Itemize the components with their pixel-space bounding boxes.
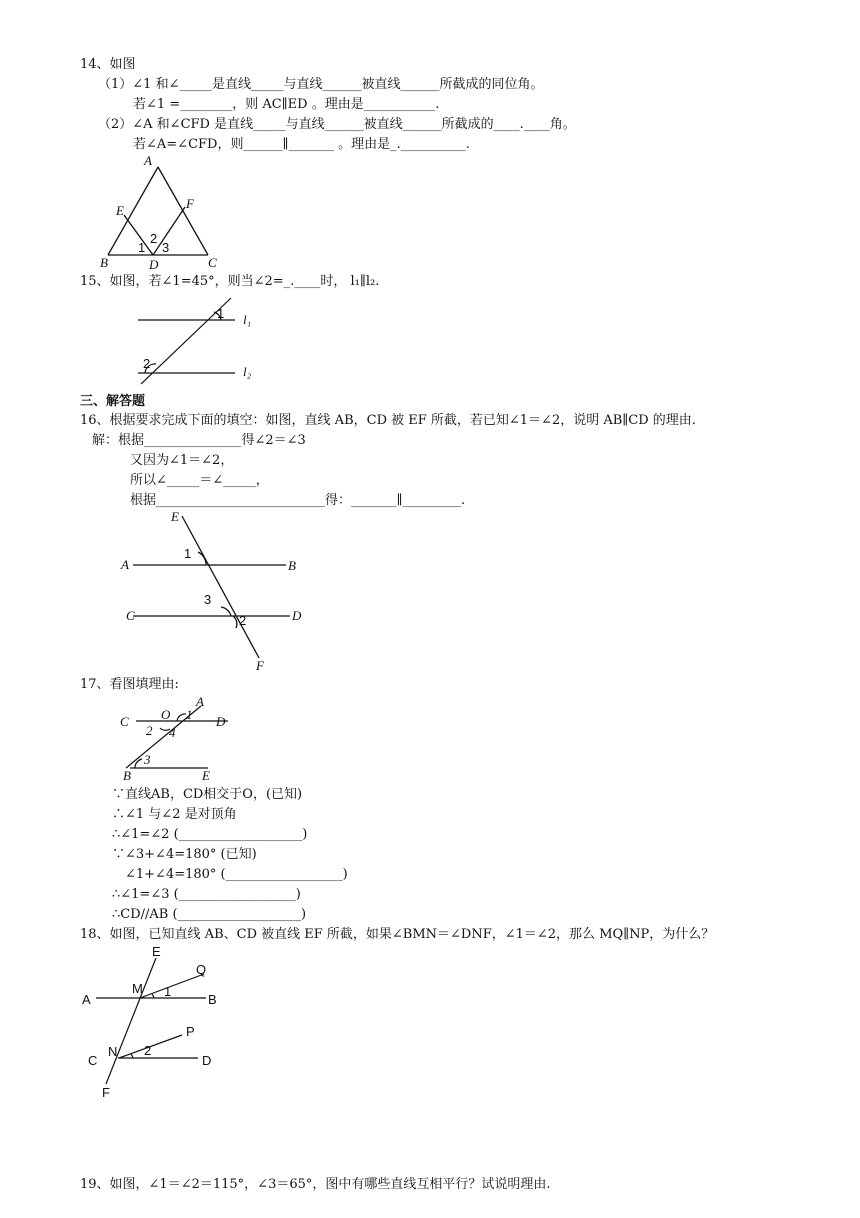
q17-label-C: C [120,714,129,729]
q14-label-B: B [100,255,108,270]
q17-angle-3: 3 [144,752,151,767]
section-heading: 三、解答题 [80,394,146,409]
q17-figure [118,692,243,782]
q18-label-A: A [82,992,91,1007]
q17-title: 17、看图填理由: [80,677,179,692]
q14-figure [100,155,220,270]
q14-part1: （1）∠1 和∠_____是直线_____与直线______被直线______所截成的同位角。 [98,77,544,92]
q18-figure [82,944,232,1104]
q15-label-l1: l₁ [243,312,252,327]
q14-label-C: C [208,255,217,270]
q18-text: 18、如图，已知直线 AB、CD 被直线 EF 所截，如果∠BMN＝∠DNF，∠1＝∠2，那么 MQ∥NP，为什么？ [80,927,715,942]
q17-label-B: B [123,768,131,783]
q14-angle-2: 2 [150,231,158,246]
q17-label-A: A [196,694,204,709]
q15-angle-2: 2 [143,356,151,371]
q18-label-P: P [186,1024,195,1039]
q14-title: 14、如图 [80,57,136,72]
q17-angle-1: 1 [186,707,193,722]
q18-label-D: D [202,1053,212,1068]
q17-step1: ∵直线AB，CD相交于O，(已知) [112,787,303,802]
q18-angle-2: 2 [144,1043,152,1058]
q17-step7: ∴CD//AB (___________________) [112,907,307,922]
q17-step6: ∴∠1=∠3 (__________________) [112,887,301,902]
q14-label-D: D [149,257,159,272]
q17-label-E: E [202,768,210,783]
q18-label-E: E [152,944,161,959]
q17-step5: ∠1+∠4=180° (__________________) [125,867,348,882]
q18-angle-1: 1 [164,984,172,999]
q17-angle-4: 4 [169,725,176,740]
q18-label-M: M [132,981,143,996]
q17-step3: ∴∠1=∠2 (___________________) [112,827,308,842]
q16-text: 16、根据要求完成下面的填空：如图，直线 AB，CD 被 EF 所截，若已知∠1＝∠2，说明 AB∥CD 的理由. [80,413,696,428]
q18-label-N: N [108,1044,118,1059]
q16-figure [118,508,318,673]
q14-label-F: F [186,196,194,211]
q14-part2: （2）∠A 和∠CFD 是直线_____与直线______被直线______所截成的____.____角。 [98,117,576,132]
q17-label-O: O [161,707,171,722]
q14-angle-1: 1 [138,240,146,255]
q16-label-B: B [288,558,296,573]
q16-angle-1: 1 [184,546,192,561]
q16-label-E: E [171,509,179,524]
q16-line3: 所以∠_____＝∠_____， [130,473,269,488]
q17-label-D: D [216,714,226,729]
q17-step4: ∵∠3+∠4=180° (已知) [112,847,257,862]
q16-label-F: F [256,658,264,673]
q17-step2: ∴∠1 与∠2 是对顶角 [112,807,237,822]
q18-label-Q: Q [196,962,207,977]
q16-line1: 解：根据_______________得∠2＝∠3 [92,433,306,448]
q16-label-D: D [292,608,302,623]
q17-angle-2: 2 [146,723,153,738]
q18-label-F: F [102,1085,110,1100]
q18-label-C: C [88,1053,98,1068]
q16-label-C: C [126,608,135,623]
q19-text: 19、如图，∠1＝∠2＝115°，∠3＝65°，图中有哪些直线互相平行？试说明理由. [80,1177,551,1192]
q18-label-B: B [208,992,217,1007]
q15-angle-1: 1 [217,306,225,321]
q16-angle-2: 2 [239,613,247,628]
q16-line2: 又因为∠1＝∠2， [130,453,234,468]
q15-text: 15、如图，若∠1=45°，则当∠2=_.____时， l₁∥l₂. [80,274,380,289]
q15-label-l2: l₂ [243,364,252,379]
q14-angle-3: 3 [162,240,170,255]
q14-part2-condition: 若∠A=∠CFD，则______∥_______ 。理由是_.__________. [133,137,470,152]
q16-line4: 根据__________________________得：_______∥_________. [130,493,466,508]
q15-figure [135,296,275,386]
q14-label-A: A [144,153,152,168]
q14-part1-condition: 若∠1 =________，则 AC∥ED 。理由是___________. [133,97,440,112]
q14-label-E: E [116,203,124,218]
q16-angle-3: 3 [204,592,212,607]
q16-label-A: A [121,557,129,572]
